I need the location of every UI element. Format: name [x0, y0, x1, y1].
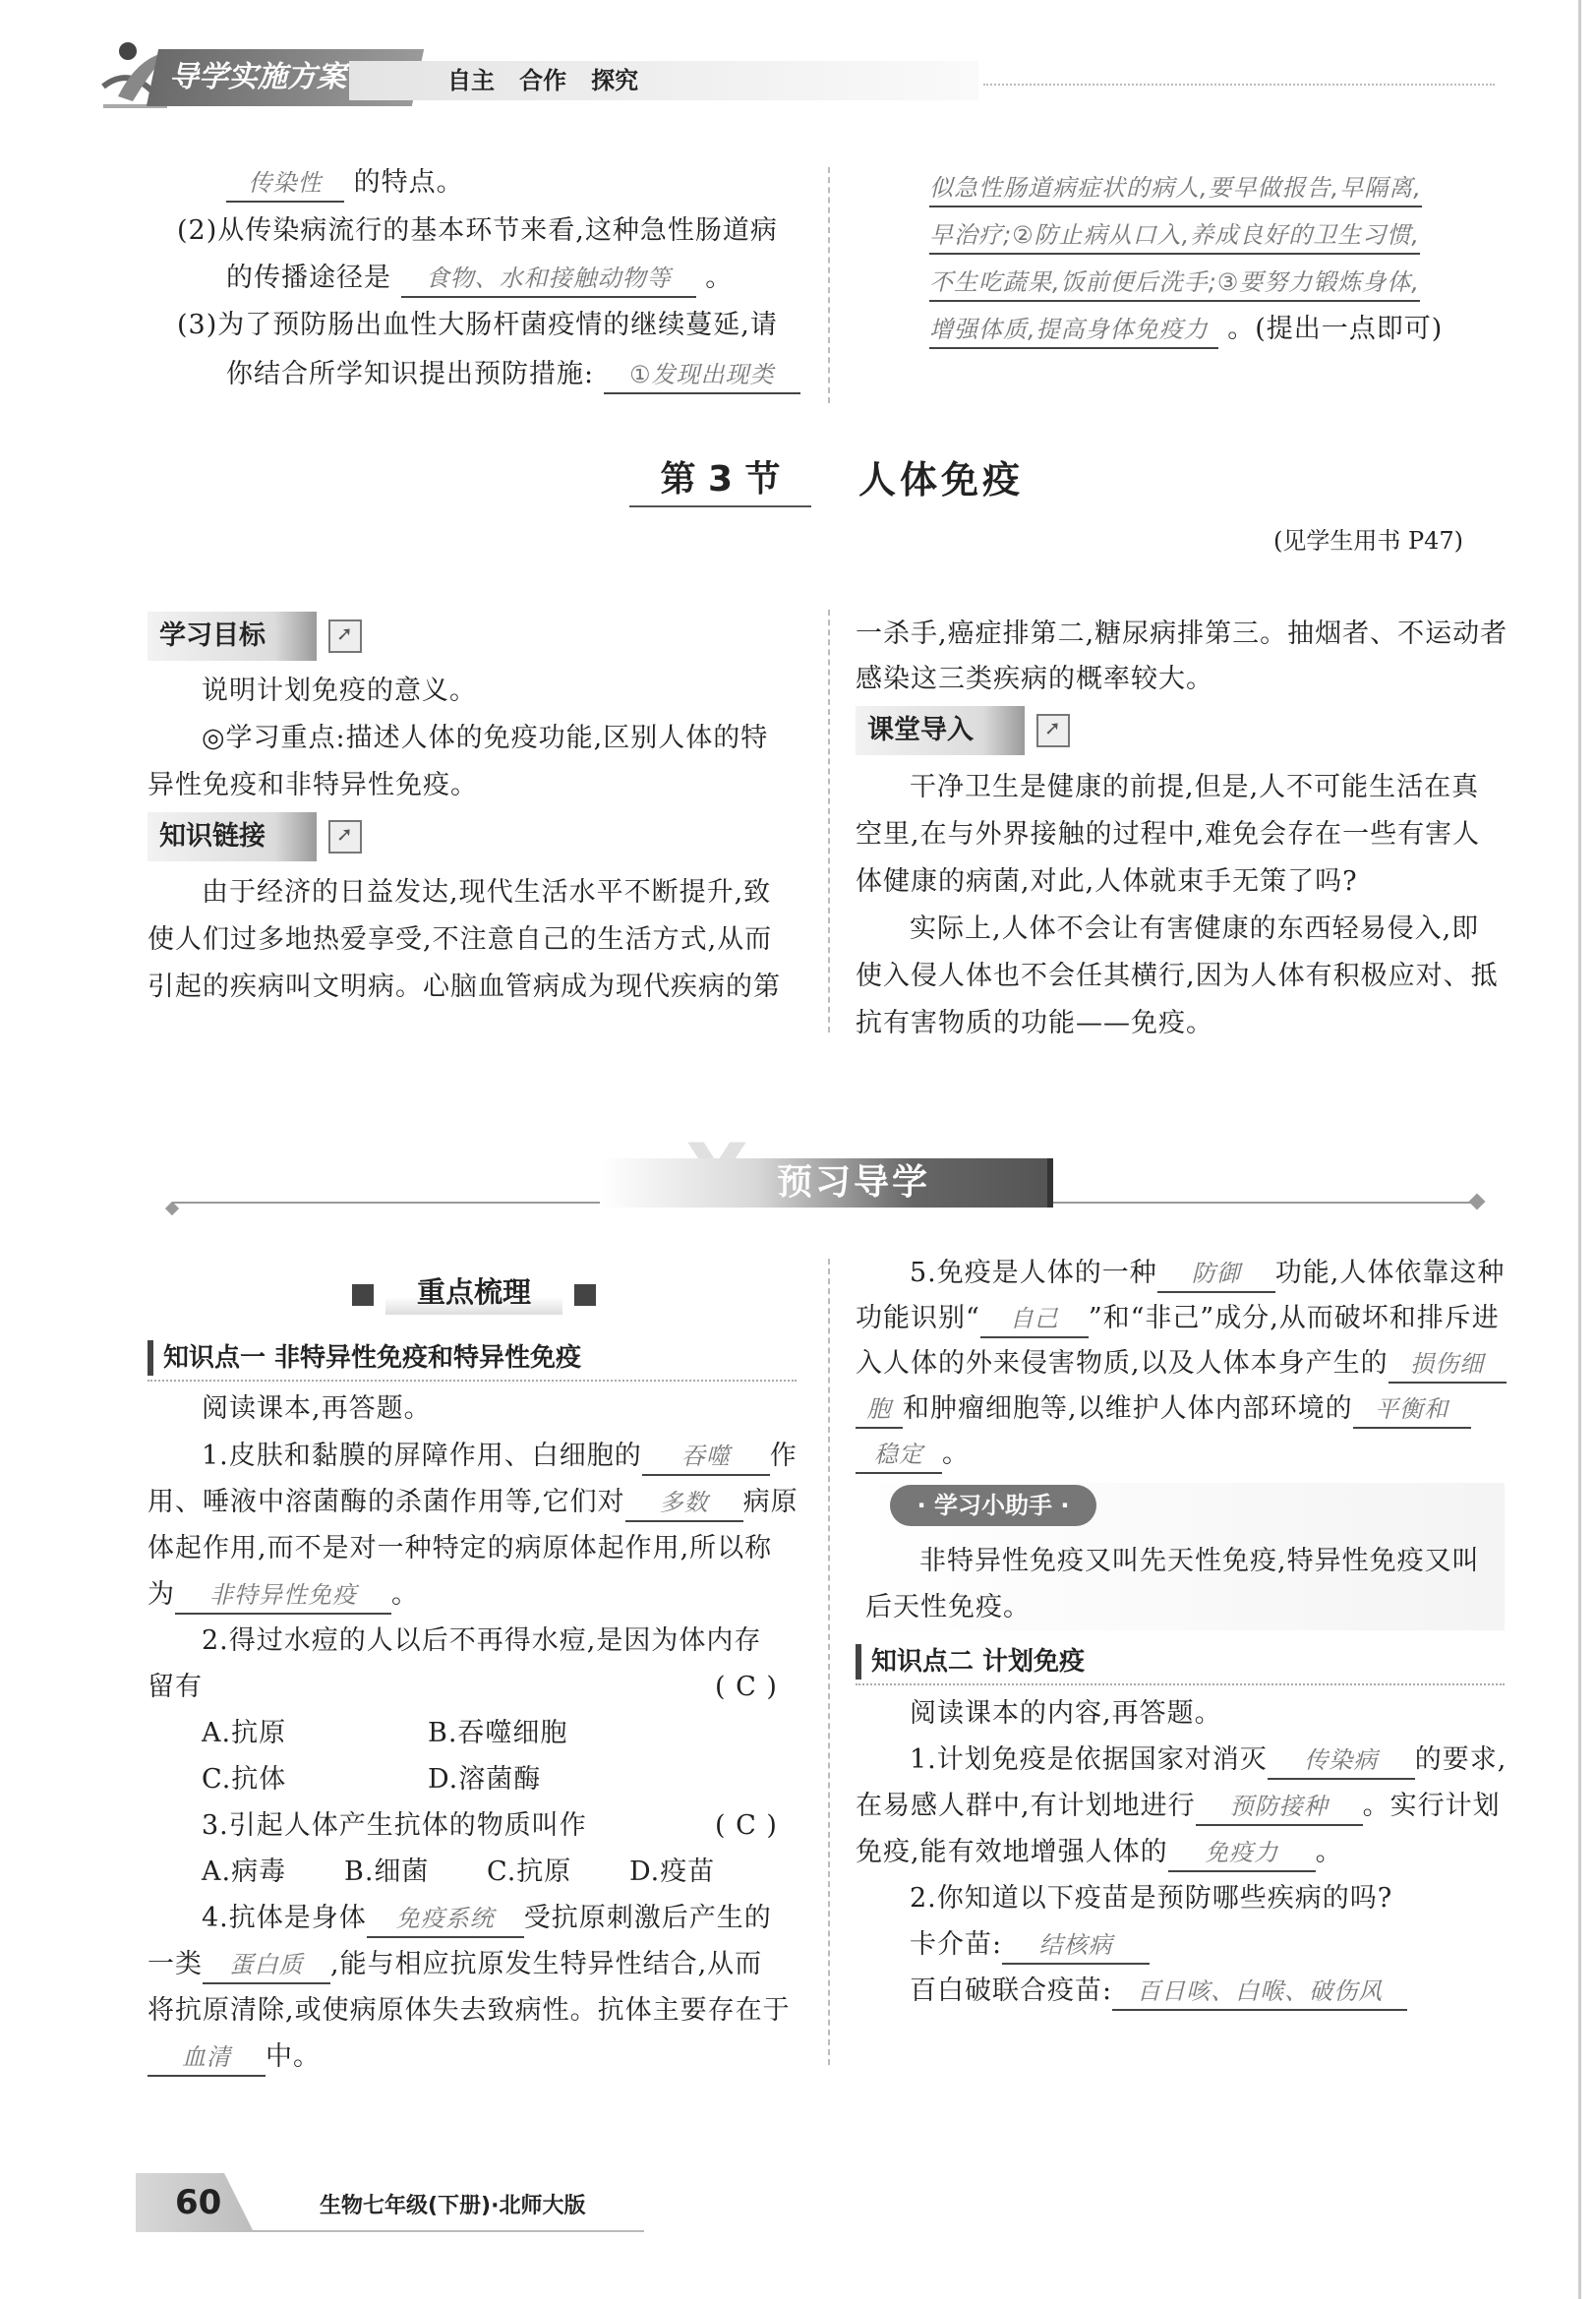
- kp2-q1-line2: 在易感人群中,有计划地进行 预防接种 。实行计划: [856, 1784, 1501, 1828]
- book-reference: (见学生用书 P47): [1273, 527, 1464, 555]
- link-line3: 引起的疾病叫文明病。心脑血管病成为现代疾病的第: [148, 972, 781, 1002]
- kp1-q4-line3: 将抗原清除,或使病原体失去致病性。抗体主要存在于: [148, 1995, 791, 2026]
- answer-blank: 血清: [148, 2039, 266, 2077]
- answer-blank: 结核病: [1002, 1927, 1150, 1965]
- banner-rule-dot: [165, 1202, 179, 1215]
- banner-rule-dot: [1469, 1194, 1486, 1210]
- kp1-q1-line1: 1.皮肤和黏膜的屏障作用、白细胞的 吞噬 作: [202, 1434, 798, 1478]
- tag-knowledge-link: 知识链接: [148, 812, 317, 861]
- kp1-q3-option-b: B.细菌: [344, 1857, 430, 1887]
- answer-blank: 蛋白质: [203, 1947, 330, 1984]
- top-right-line4: 增强体质,提高身体免疫力 。(提出一点即可): [929, 307, 1443, 351]
- kp1-q2-option-d: D.溶菌酶: [428, 1764, 542, 1795]
- arrow-icon: ➚: [1036, 714, 1070, 747]
- kp1-q2-option-a: A.抗原: [202, 1718, 287, 1748]
- answer-blank: 防御: [1157, 1256, 1275, 1293]
- section-number: 第 3 节: [629, 454, 811, 507]
- kp1-q1-line4: 为 非特异性免疫 。: [148, 1572, 419, 1617]
- header-bar: [98, 29, 1495, 118]
- helper-line2: 后天性免疫。: [865, 1592, 1031, 1622]
- book-title: 生物七年级(下册)·北师大版: [320, 2194, 586, 2218]
- footer-rule: [251, 2230, 644, 2232]
- arrow-icon: ➚: [328, 820, 362, 854]
- kp1-q4-line2: 一类 蛋白质 ,能与相应抗原发生特异性结合,从而: [148, 1942, 762, 1986]
- link-line2: 使人们过多地热爱享受,不注意自己的生活方式,从而: [148, 924, 773, 955]
- kp2-q2: 2.你知道以下疫苗是预防哪些疾病的吗?: [910, 1883, 1393, 1914]
- arrow-icon: ➚: [328, 619, 362, 653]
- top-left-line5: 你结合所学知识提出预防措施: ①发现出现类: [226, 352, 800, 396]
- intro-line5: 使入侵人体也不会任其横行,因为人体有积极应对、抵: [856, 961, 1499, 991]
- answer-blank: 免疫系统: [367, 1901, 524, 1938]
- q5-line5: 稳定 。: [856, 1432, 970, 1476]
- kp2-read: 阅读课本的内容,再答题。: [910, 1698, 1222, 1729]
- tag-class-intro: 课堂导入: [856, 706, 1025, 755]
- header-tags: 自主 合作 探究: [349, 61, 978, 100]
- kp1-q1-line3: 体起作用,而不是对一种特定的病原体起作用,所以称: [148, 1533, 773, 1563]
- kp2-q1-line3: 免疫,能有效地增强人体的 免疫力 。: [856, 1830, 1343, 1874]
- intro-line6: 抗有害物质的功能——免疫。: [856, 1008, 1213, 1038]
- section-title: 人体免疫: [858, 458, 1025, 501]
- header-dots: [983, 84, 1495, 86]
- answer-blank: 百日咳、白喉、破伤风: [1112, 1974, 1407, 2011]
- kp1-q3-option-d: D.疫苗: [629, 1857, 716, 1887]
- kp1-q2-line1: 2.得过水痘的人以后不再得水痘,是因为体内存: [202, 1625, 762, 1656]
- top-right-line3: 不生吃蔬果,饭前便后洗手;③要努力锻炼身体,: [929, 260, 1420, 304]
- top-right-line1: 似急性肠道病症状的病人,要早做报告,早隔离,: [929, 165, 1422, 209]
- column-divider: [828, 610, 830, 1032]
- kp1-q4-line4: 血清 中。: [148, 2034, 321, 2079]
- kp1-q2-option-c: C.抗体: [202, 1764, 287, 1795]
- q5-line3: 入人体的外来侵害物质,以及人体本身产生的 损伤细: [856, 1341, 1507, 1385]
- answer-blank: 自己: [980, 1301, 1089, 1338]
- kp1-q3: 3.引起人体产生抗体的物质叫作: [202, 1810, 587, 1841]
- kp1-read: 阅读课本,再答题。: [202, 1393, 432, 1424]
- goals-line2: ◎学习重点:描述人体的免疫功能,区别人体的特: [202, 723, 769, 753]
- kp1-q2-option-b: B.吞噬细胞: [428, 1718, 568, 1748]
- q5-line1: 5.免疫是人体的一种 防御 功能,人体依靠这种: [910, 1251, 1505, 1295]
- top-right-line2: 早治疗;②防止病从口入,养成良好的卫生习惯,: [929, 212, 1420, 257]
- preview-banner-title: 预习导学: [777, 1162, 931, 1203]
- q5-line2: 功能识别“ 自己 ”和“非己”成分,从而破坏和排斥进: [856, 1296, 1500, 1340]
- goals-line3: 异性免疫和非特异性免疫。: [148, 770, 478, 800]
- kp1-q3-option-a: A.病毒: [202, 1857, 287, 1887]
- kp1-q4-line1: 4.抗体是身体 免疫系统 受抗原刺激后产生的: [202, 1896, 772, 1940]
- answer-blank: 平衡和: [1353, 1391, 1471, 1429]
- helper-line1: 非特异性免疫又叫先天性免疫,特异性免疫又叫: [919, 1546, 1480, 1576]
- kp2-title: 知识点二 计划免疫: [856, 1644, 1085, 1680]
- brand-title: 导学实施方案: [169, 60, 346, 94]
- answer-blank: ①发现出现类: [604, 357, 800, 394]
- kp1-q2-choice: ( C ): [715, 1672, 778, 1702]
- intro-line2: 空里,在与外界接触的过程中,难免会存在一些有害人: [856, 819, 1481, 850]
- answer-blank: 食物、水和接触动物等: [401, 261, 696, 298]
- column-divider: [828, 1259, 830, 2065]
- kp1-q2-line2: 留有: [148, 1672, 203, 1702]
- intro-line3: 体健康的病菌,对此,人体就束手无策了吗?: [856, 866, 1358, 897]
- intro-line1: 干净卫生是健康的前提,但是,人不可能生活在真: [910, 772, 1480, 802]
- sub-square-left: [352, 1284, 374, 1306]
- answer-blank: 非特异性免疫: [175, 1577, 391, 1615]
- answer-blank: 传染病: [1268, 1742, 1415, 1780]
- kp1-title: 知识点一 非特异性免疫和特异性免疫: [148, 1340, 581, 1376]
- goals-line1: 说明计划免疫的意义。: [202, 676, 477, 706]
- answer-blank: 稳定: [856, 1437, 942, 1474]
- link-line4: 一杀手,癌症排第二,糖尿病排第三。抽烟者、不运动者: [856, 619, 1508, 649]
- q5-line4: 胞 和肿瘤细胞等,以维护人体内部环境的 平衡和: [856, 1386, 1471, 1431]
- helper-tag: · 学习小助手 ·: [890, 1485, 1096, 1526]
- answer-blank: 预防接种: [1196, 1789, 1363, 1826]
- link-line5: 感染这三类疾病的概率较大。: [856, 664, 1213, 694]
- answer-blank: 多数: [625, 1485, 743, 1522]
- page-edge: [1578, 0, 1581, 2299]
- answer-blank: 免疫力: [1168, 1835, 1316, 1872]
- kp2-dotline: [856, 1683, 1505, 1685]
- column-divider: [828, 167, 830, 403]
- kp1-q3-choice: ( C ): [715, 1810, 778, 1841]
- sub-square-right: [574, 1284, 596, 1306]
- page-number: 60: [175, 2183, 222, 2222]
- top-left-line3: 的传播途径是 食物、水和接触动物等 。: [226, 256, 733, 300]
- answer-blank: 胞: [856, 1391, 903, 1429]
- top-left-line1: 传染性 的特点。: [226, 160, 464, 205]
- answer-blank: 损伤细: [1389, 1346, 1507, 1384]
- kp2-bcg: 卡介苗: 结核病: [910, 1922, 1150, 1967]
- kp1-q1-line2: 用、唾液中溶菌酶的杀菌作用等,它们对 多数 病原: [148, 1480, 798, 1524]
- kp2-q1-line1: 1.计划免疫是依据国家对消灭 传染病 的要求,: [910, 1738, 1507, 1782]
- kp1-dotline: [148, 1380, 797, 1382]
- intro-line4: 实际上,人体不会让有害健康的东西轻易侵入,即: [910, 914, 1480, 944]
- answer-blank: 吞噬: [642, 1439, 770, 1476]
- kp1-q3-option-c: C.抗原: [487, 1857, 572, 1887]
- link-line1: 由于经济的日益发达,现代生活水平不断提升,致: [202, 877, 772, 908]
- answer-blank: 传染性: [226, 165, 344, 203]
- top-left-line4: (3)为了预防肠出血性大肠杆菌疫情的继续蔓延,请: [177, 310, 778, 340]
- key-points-title: 重点梳理: [385, 1270, 562, 1315]
- kp2-dtp: 百白破联合疫苗: 百日咳、白喉、破伤风: [910, 1969, 1407, 2013]
- tag-learning-goals: 学习目标: [148, 612, 317, 661]
- top-left-line2: (2)从传染病流行的基本环节来看,这种急性肠道病: [177, 215, 778, 246]
